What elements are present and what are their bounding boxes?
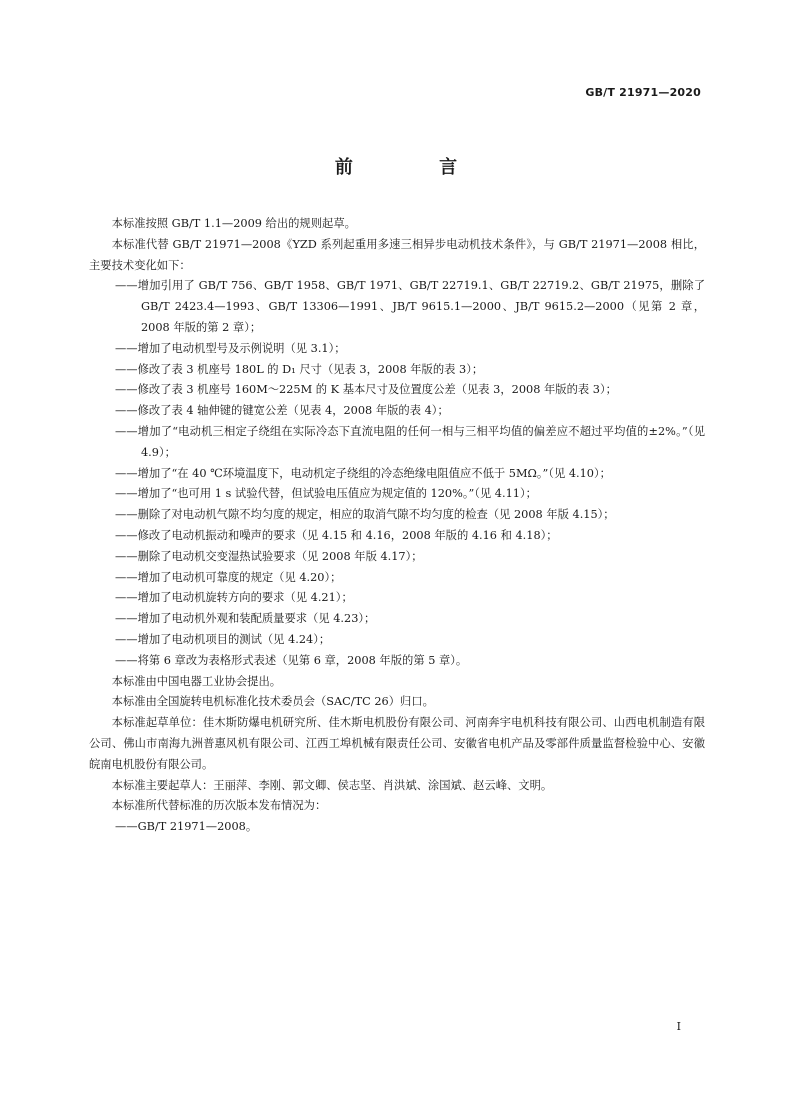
list-item: ——GB/T 21971—2008。	[115, 820, 258, 834]
list-item: ——增加了“电动机三相定子绕组在实际冷态下直流电阻的任何一相与三相平均值的偏差应不超过平均值的±2%。”（见 4.9）；	[115, 424, 705, 459]
paragraph: 本标准主要起草人：王丽萍、李刚、郭文卿、侯志坚、肖洪斌、涂国斌、赵云峰、文明。	[111, 778, 553, 792]
paragraph: 本标准由全国旋转电机标准化技术委员会（SAC/TC 26）归口。	[111, 695, 434, 709]
list-item: ——增加了“也可用 1 s 试验代替，但试验电压值应为规定值的 120%。”（见 4.11）；	[115, 487, 537, 501]
paragraph: 本标准代替 GB/T 21971—2008《YZD 系列起重用多速三相异步电动机技术条件》，与 GB/T 21971—2008 相比，主要技术变化如下：	[89, 237, 705, 272]
list-item: ——修改了表 4 轴伸键的键宽公差（见表 4，2008 年版的表 4）；	[115, 404, 449, 418]
list-item: ——增加引用了 GB/T 756、GB/T 1958、GB/T 1971、GB/T 22719.1、GB/T 22719.2、GB/T 21975，删除了 GB/T 2423.4—1993、GB/T 13306—1991、JB/T 9615.1—2000、JB/T 9615.2—2000（见第 2 章，2008 年版的第 2 章）；	[115, 279, 705, 334]
foreword-body	[89, 214, 705, 838]
list-item: ——增加了电动机外观和装配质量要求（见 4.23）；	[115, 612, 376, 626]
paragraph: 本标准按照 GB/T 1.1—2009 给出的规则起草。	[111, 217, 356, 230]
list-item: ——修改了表 3 机座号 160M～225M 的 K 基本尺寸及位置度公差（见表 3，2008 年版的表 3）；	[115, 383, 617, 397]
page-title: 前 言	[334, 157, 498, 178]
list-item: ——删除了电动机交变湿热试验要求（见 2008 年版 4.17）；	[115, 549, 423, 563]
list-item: ——增加了电动机型号及示例说明（见 3.1）；	[115, 341, 346, 355]
list-item: ——增加了电动机项目的测试（见 4.24）；	[115, 632, 331, 646]
list-item: ——修改了电动机振动和噪声的要求（见 4.15 和 4.16，2008 年版的 4.16 和 4.18）；	[115, 528, 558, 542]
paragraph: 本标准由中国电器工业协会提出。	[111, 674, 282, 688]
list-item: ——删除了对电动机气隙不均匀度的规定，相应的取消气隙不均匀度的检查（见 2008 年版 4.15）；	[115, 508, 615, 522]
standard-number: GB/T 21971—2020	[585, 86, 701, 99]
list-item: ——将第 6 章改为表格形式表述（见第 6 章，2008 年版的第 5 章）。	[115, 653, 468, 667]
paragraph: 本标准所代替标准的历次版本发布情况为：	[111, 799, 327, 813]
list-item: ——增加了电动机旋转方向的要求（见 4.21）；	[115, 591, 353, 605]
list-item: ——修改了表 3 机座号 180L 的 D₁ 尺寸（见表 3，2008 年版的表 3）；	[115, 362, 484, 376]
list-item: ——增加了“在 40 ℃环境温度下，电动机定子绕组的冷态绝缘电阻值应不低于 5MΩ。”（见 4.10）；	[115, 466, 611, 480]
list-item: ——增加了电动机可靠度的规定（见 4.20）；	[115, 570, 342, 584]
page-number: I	[676, 1020, 681, 1033]
paragraph: 本标准起草单位：佳木斯防爆电机研究所、佳木斯电机股份有限公司、河南奔宇电机科技有限公司、山西电机制造有限公司、佛山市南海九洲普惠风机有限公司、江西工埠机械有限责任公司、安徽省电机产品及零部件质量监督检验中心、安徽皖南电机股份有限公司。	[89, 716, 705, 771]
